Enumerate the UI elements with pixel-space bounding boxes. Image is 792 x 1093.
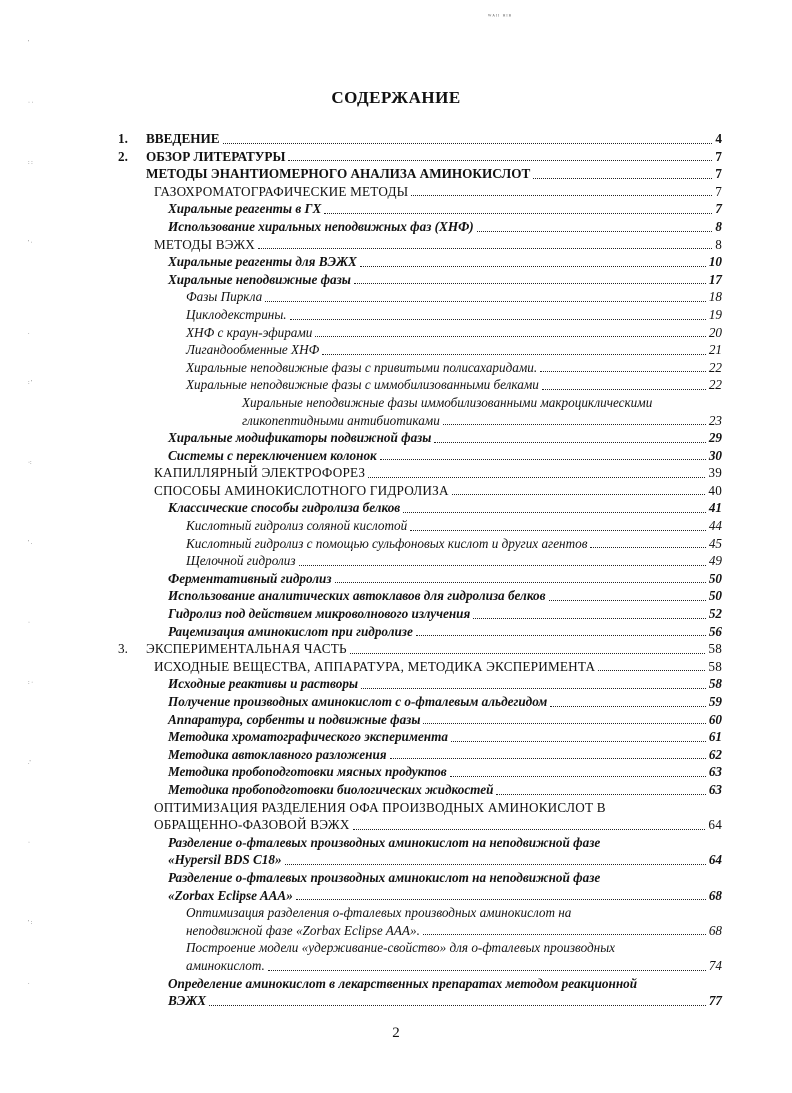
toc-entry-text: Методика пробоподготовки биологических жидкостей [168, 781, 494, 797]
toc-entry [118, 587, 722, 605]
toc-entry-page: 58 [708, 676, 722, 692]
toc-entry [118, 517, 722, 535]
toc-entry-page: 52 [708, 606, 722, 622]
page-number: 2 [392, 1025, 400, 1041]
toc-entry-text: Ферментативный гидролиз [168, 570, 332, 586]
toc-entry-page: 74 [708, 957, 722, 973]
toc-entry-text: Гидролиз под действием микроволнового излучения [168, 606, 471, 622]
toc-entry-text: Методика хроматографического эксперимента [168, 729, 448, 745]
toc-entry [118, 675, 722, 693]
toc-entry-text: Исходные реактивы и растворы [168, 676, 359, 692]
toc-entry [118, 429, 722, 447]
toc-entry-page: 19 [708, 306, 722, 322]
toc-entry [118, 763, 722, 781]
toc-entry-text: Лигандообменные ХНФ [186, 342, 320, 358]
toc-entry-page: 59 [708, 694, 722, 709]
toc-entry-text: Использование хиральных неподвижных фаз (ХНФ) [168, 218, 474, 234]
toc-entry-text: Кислотный гидролиз соляной кислотой [186, 518, 408, 534]
toc-entry-text: Циклодекстрины. [186, 306, 287, 322]
toc-entry-page: 8 [715, 236, 722, 252]
toc-entry-page: 10 [708, 254, 722, 270]
toc-entry-page: 20 [708, 324, 722, 340]
toc-entry-page: 50 [708, 570, 722, 586]
toc-entry-page: 49 [708, 553, 722, 569]
toc-entry-page: 62 [708, 746, 722, 762]
toc-entry-page: 39 [708, 465, 722, 481]
toc-entry [118, 218, 722, 236]
toc-entry-text: КАПИЛЛЯРНЫЙ ЭЛЕКТРОФОРЕЗ [154, 465, 366, 481]
toc-entry [118, 324, 722, 342]
toc-entry-page: 22 [708, 377, 722, 393]
toc-entry [118, 693, 722, 711]
toc-entry-text: ЭКСПЕРИМЕНТАЛЬНАЯ ЧАСТЬ [146, 641, 347, 657]
toc-entry [118, 306, 722, 324]
toc-entry-page: 29 [708, 430, 722, 446]
toc-entry-text: Использование аналитических автоклавов для гидролиза белков [168, 588, 546, 604]
toc-entry-page: 8 [715, 218, 722, 234]
toc-entry-page: 45 [708, 535, 722, 551]
toc-entry-number: 1. [118, 131, 128, 146]
scan-margin-noise: ' · · : : ' · . : ' ·: ' . · : · .' · ' : . [28, 40, 34, 986]
toc-entry-text: Системы с переключением колонок [168, 447, 377, 463]
toc-entry-page: 68 [708, 922, 722, 938]
toc-entry-page: 63 [708, 781, 722, 797]
toc-entry-text: Хиральные реагенты для ВЭЖХ [168, 254, 357, 270]
toc-entry-text-line2: «Hypersil BDS C18» [168, 852, 282, 868]
toc-entry-page: 64 [708, 817, 722, 833]
table-of-contents [118, 130, 722, 1010]
toc-entry [118, 482, 722, 500]
toc-entry-page: 60 [708, 711, 722, 727]
toc-entry [118, 728, 722, 746]
toc-entry-page: 4 [715, 131, 722, 146]
toc-entry [118, 165, 722, 183]
toc-entry [118, 939, 722, 974]
toc-entry-text-line1: Построение модели «удерживание-свойство» для о-фталевых производных [186, 940, 616, 956]
page-title: СОДЕРЖАНИЕ [331, 88, 461, 107]
toc-entry [118, 130, 722, 148]
toc-entry-page: 44 [708, 518, 722, 534]
toc-entry [118, 376, 722, 394]
toc-entry [118, 570, 722, 588]
toc-entry-page: 7 [715, 183, 722, 199]
toc-entry-text: Методика пробоподготовки мясных продуктов [168, 764, 447, 780]
toc-entry-text: ОБЗОР ЛИТЕРАТУРЫ [146, 148, 286, 164]
toc-entry [118, 183, 722, 201]
toc-entry-text: Хиральные неподвижные фазы с привитыми полисахаридами. [186, 359, 538, 375]
toc-entry [118, 799, 722, 834]
toc-entry-page: 7 [715, 201, 722, 217]
toc-entry-text-line1: Определение аминокислот в лекарственных препаратах методом реакционной [168, 975, 638, 991]
toc-entry [118, 394, 722, 429]
toc-entry-page: 58 [708, 658, 722, 674]
toc-entry [118, 447, 722, 465]
toc-entry [118, 781, 722, 799]
toc-entry-page: 30 [708, 447, 722, 463]
toc-entry-page: 17 [708, 271, 722, 287]
toc-entry-text: Аппаратура, сорбенты и подвижные фазы [168, 711, 421, 727]
toc-entry [118, 341, 722, 359]
toc-entry-text: ИСХОДНЫЕ ВЕЩЕСТВА, АППАРАТУРА, МЕТОДИКА ЭКСПЕРИМЕНТА [154, 658, 596, 674]
toc-entry-number: 2. [118, 148, 128, 164]
toc-entry-text: Щелочной гидролиз [186, 553, 296, 569]
toc-entry-text: МЕТОДЫ ЭНАНТИОМЕРНОГО АНАЛИЗА АМИНОКИСЛОТ [146, 166, 531, 182]
toc-entry-text-line2: неподвижной фазе «Zorbax Eclipse AAA». [186, 922, 420, 938]
scan-header-mark: ᵂᴬᴵᴵ ᴴᴵᴮ [488, 14, 512, 20]
toc-entry [118, 464, 722, 482]
toc-entry [118, 288, 722, 306]
toc-entry-text-line2: ОБРАЩЕННО-ФАЗОВОЙ ВЭЖХ [154, 817, 350, 833]
toc-entry [118, 904, 722, 939]
toc-entry-text: Классические способы гидролиза белков [168, 500, 401, 516]
toc-entry-text-line1: ОПТИМИЗАЦИЯ РАЗДЕЛЕНИЯ ОФА ПРОИЗВОДНЫХ АМИНОКИСЛОТ В [154, 799, 606, 815]
toc-entry-page: 61 [708, 729, 722, 745]
toc-entry-page: 7 [715, 166, 722, 182]
toc-entry-page: 68 [708, 887, 722, 903]
toc-entry-text: Хиральные модификаторы подвижной фазы [168, 430, 432, 446]
toc-entry-text: ВВЕДЕНИЕ [146, 131, 220, 146]
toc-entry-text: Рацемизация аминокислот при гидролизе [168, 623, 413, 639]
toc-entry-text-line2: «Zorbax Eclipse AAA» [168, 887, 293, 903]
toc-entry-page: 7 [715, 148, 722, 164]
toc-entry-text: ХНФ с краун-эфирами [186, 324, 313, 340]
toc-entry [118, 869, 722, 904]
toc-entry-text: ГАЗОХРОМАТОГРАФИЧЕСКИЕ МЕТОДЫ [154, 183, 409, 199]
toc-entry [118, 148, 722, 166]
toc-entry-text: МЕТОДЫ ВЭЖХ [154, 236, 256, 252]
toc-entry [118, 640, 722, 658]
toc-entry-page: 50 [708, 588, 722, 604]
toc-entry [118, 605, 722, 623]
toc-entry-text-line2: гликопептидными антибиотиками [242, 412, 440, 428]
toc-entry [118, 359, 722, 377]
toc-entry [118, 975, 722, 1010]
toc-entry-text-line2: аминокислот. [186, 957, 265, 973]
toc-entry-text: СПОСОБЫ АМИНОКИСЛОТНОГО ГИДРОЛИЗА [154, 482, 449, 498]
toc-entry-number: 3. [118, 641, 128, 657]
toc-entry-page: 22 [708, 359, 722, 375]
toc-entry-text: Хиральные реагенты в ГХ [168, 201, 322, 217]
toc-entry-page: 40 [708, 482, 722, 498]
toc-entry-text: Методика автоклавного разложения [168, 746, 387, 762]
toc-entry [118, 499, 722, 517]
toc-entry [118, 200, 722, 218]
toc-entry-page: 41 [708, 500, 722, 516]
toc-entry-text-line1: Оптимизация разделения о-фталевых производных аминокислот на [186, 905, 572, 921]
toc-entry-page: 64 [708, 852, 722, 868]
toc-entry-page: 58 [708, 641, 722, 657]
toc-entry-text: Получение производных аминокислот с о-фталевым альдегидом [168, 694, 548, 709]
toc-entry-text-line1: Разделение о-фталевых производных аминокислот на неподвижной фазе [168, 834, 601, 850]
toc-entry [118, 535, 722, 553]
toc-entry-page: 18 [708, 289, 722, 305]
toc-entry-page: 21 [708, 342, 722, 358]
toc-entry [118, 658, 722, 676]
toc-entry-text: Хиральные неподвижные фазы с иммобилизованными белками [186, 377, 539, 393]
toc-entry [118, 711, 722, 729]
toc-entry-text-line2: ВЭЖХ [168, 993, 207, 1009]
toc-entry [118, 253, 722, 271]
toc-entry [118, 236, 722, 254]
toc-entry-page: 77 [708, 993, 722, 1009]
toc-entry [118, 834, 722, 869]
toc-entry-text: Фазы Пиркла [186, 289, 263, 305]
toc-entry-text: Кислотный гидролиз с помощью сульфоновых кислот и других агентов [186, 535, 588, 551]
toc-entry-page: 63 [708, 764, 722, 780]
toc-entry [118, 623, 722, 641]
toc-entry-text-line1: Разделение о-фталевых производных аминокислот на неподвижной фазе [168, 869, 601, 885]
toc-entry-text: Хиральные неподвижные фазы [168, 271, 351, 287]
toc-entry-text-line1: Хиральные неподвижные фазы иммобилизованными макроциклическими [242, 394, 653, 410]
toc-entry [118, 271, 722, 289]
toc-entry [118, 746, 722, 764]
toc-entry [118, 552, 722, 570]
toc-entry-page: 56 [708, 623, 722, 639]
toc-entry-page: 23 [708, 412, 722, 428]
